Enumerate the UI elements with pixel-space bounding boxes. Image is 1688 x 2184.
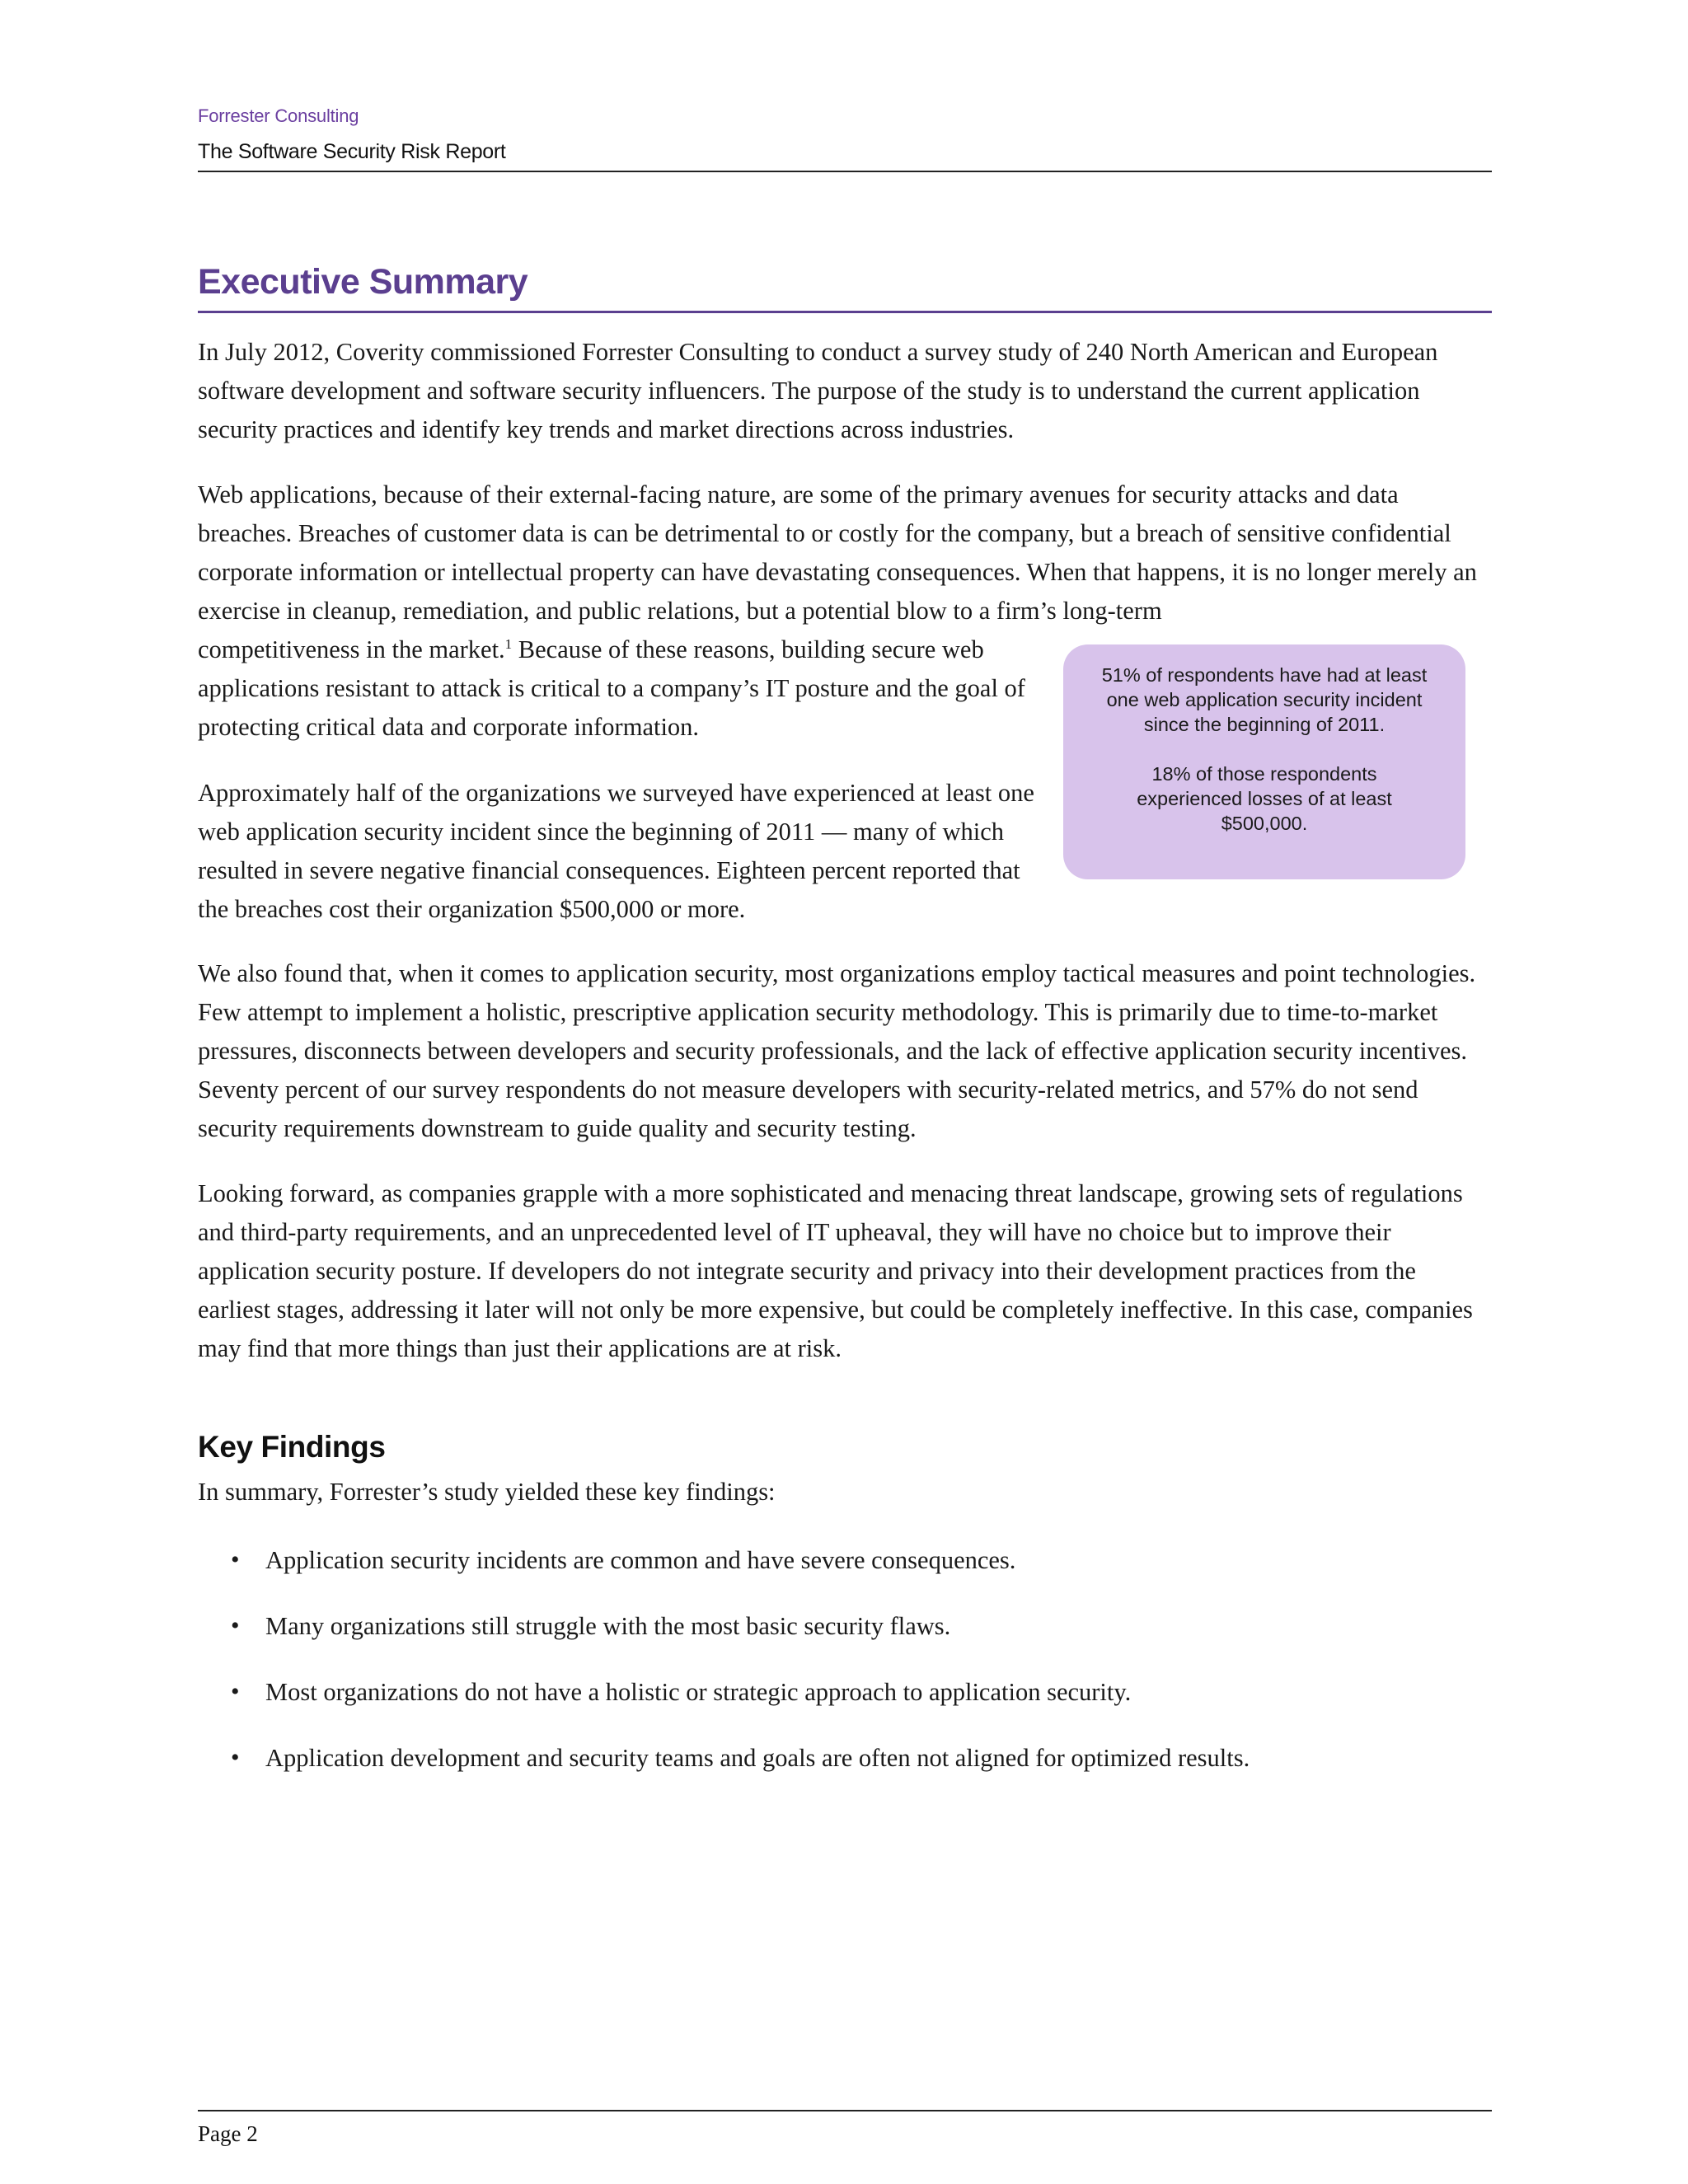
key-findings-intro: In summary, Forrester’s study yielded these key findings: <box>198 1478 776 1506</box>
paragraph-tactical-measures: We also found that, when it comes to application security, most organizations employ tactical measures and point technologies. Few attempt to implement a holistic, prescriptive application security methodology. This is primarily due to time-to-market pressures, disconnects between developers and security professionals, and the lack of effective application security incentives. Seventy percent of our survey respondents do not measure developers with security-related metrics, and 57% do not send security requirements downstream to guide quality and security testing. <box>198 959 1476 1142</box>
list-item-text: Application security incidents are common and have severe consequences. <box>265 1546 1016 1574</box>
report-title: The Software Security Risk Report <box>198 140 506 163</box>
paragraph-text: competitiveness in the market. <box>198 635 505 663</box>
page-number: Page 2 <box>198 2121 258 2146</box>
list-item-text: Most organizations do not have a holistic or strategic approach to application security. <box>265 1678 1132 1706</box>
list-item <box>198 1741 1250 1774</box>
section-title-key-findings: Key Findings <box>198 1430 386 1464</box>
list-item-text: Many organizations still struggle with the most basic security flaws. <box>265 1612 951 1640</box>
footer-divider <box>198 2110 1492 2111</box>
document-page <box>198 0 1492 2184</box>
paragraph-looking-forward: Looking forward, as companies grapple with a more sophisticated and menacing threat landscape, growing sets of regulations and third-party requirements, and an unprecedented level of IT upheaval, they will have no choice but to improve their application security posture. If developers do not integrate security and privacy into their development practices from the earliest stages, addressing it later will not only be more expensive, but could be completely ineffective. In this case, companies may find that more things than just their applications are at risk. <box>198 1179 1473 1362</box>
list-item <box>198 1610 1250 1643</box>
paragraph-intro: In July 2012, Coverity commissioned Forrester Consulting to conduct a survey study of 240 North American and European software development and software security influencers. The purpose of the study is to understand the current application security practices and identify key trends and market directions across industries. <box>198 338 1438 443</box>
key-findings-list <box>198 1544 1250 1807</box>
bullet-icon: • <box>231 1546 240 1573</box>
paragraph-text: Because of these reasons, building secure web applications resistant to attack is critical to a company’s IT posture and the goal of protecting critical data and corporate information. <box>198 635 1025 741</box>
header-divider <box>198 171 1492 172</box>
paragraph-incidents: Approximately half of the organizations we surveyed have experienced at least one web application security incident since the beginning of 2011 — many of which resulted in severe negative financial consequences. Eighteen percent reported that the breaches cost their organization $500,000 or more. <box>198 779 1034 923</box>
brand-name: Forrester Consulting <box>198 105 359 126</box>
callout-stat-losses: 18% of those respondents experienced losses of at least $500,000. <box>1137 763 1392 834</box>
list-item <box>198 1544 1250 1577</box>
footnote-marker[interactable]: 1 <box>504 635 513 652</box>
statistics-callout-box <box>1063 644 1465 879</box>
bullet-icon: • <box>231 1678 240 1705</box>
list-item-text: Application development and security teams and goals are often not aligned for optimized results. <box>265 1744 1250 1772</box>
list-item <box>198 1675 1250 1708</box>
paragraph-web-applications-continued <box>198 630 1039 747</box>
bullet-icon: • <box>231 1744 240 1771</box>
callout-stat-incidents: 51% of respondents have had at least one web application security incident since the beginning of 2011. <box>1101 664 1428 735</box>
section-title-executive-summary: Executive Summary <box>198 262 528 302</box>
bullet-icon: • <box>231 1612 240 1639</box>
section-divider <box>198 311 1492 313</box>
paragraph-web-applications: Web applications, because of their external-facing nature, are some of the primary avenues for security attacks and data breaches. Breaches of customer data is can be detrimental to or costly for the company, but a breach of sensitive confidential corporate information or intellectual property can have devastating consequences. When that happens, it is no longer merely an exercise in cleanup, remediation, and public relations, but a potential blow to a firm’s long-term <box>198 480 1477 625</box>
